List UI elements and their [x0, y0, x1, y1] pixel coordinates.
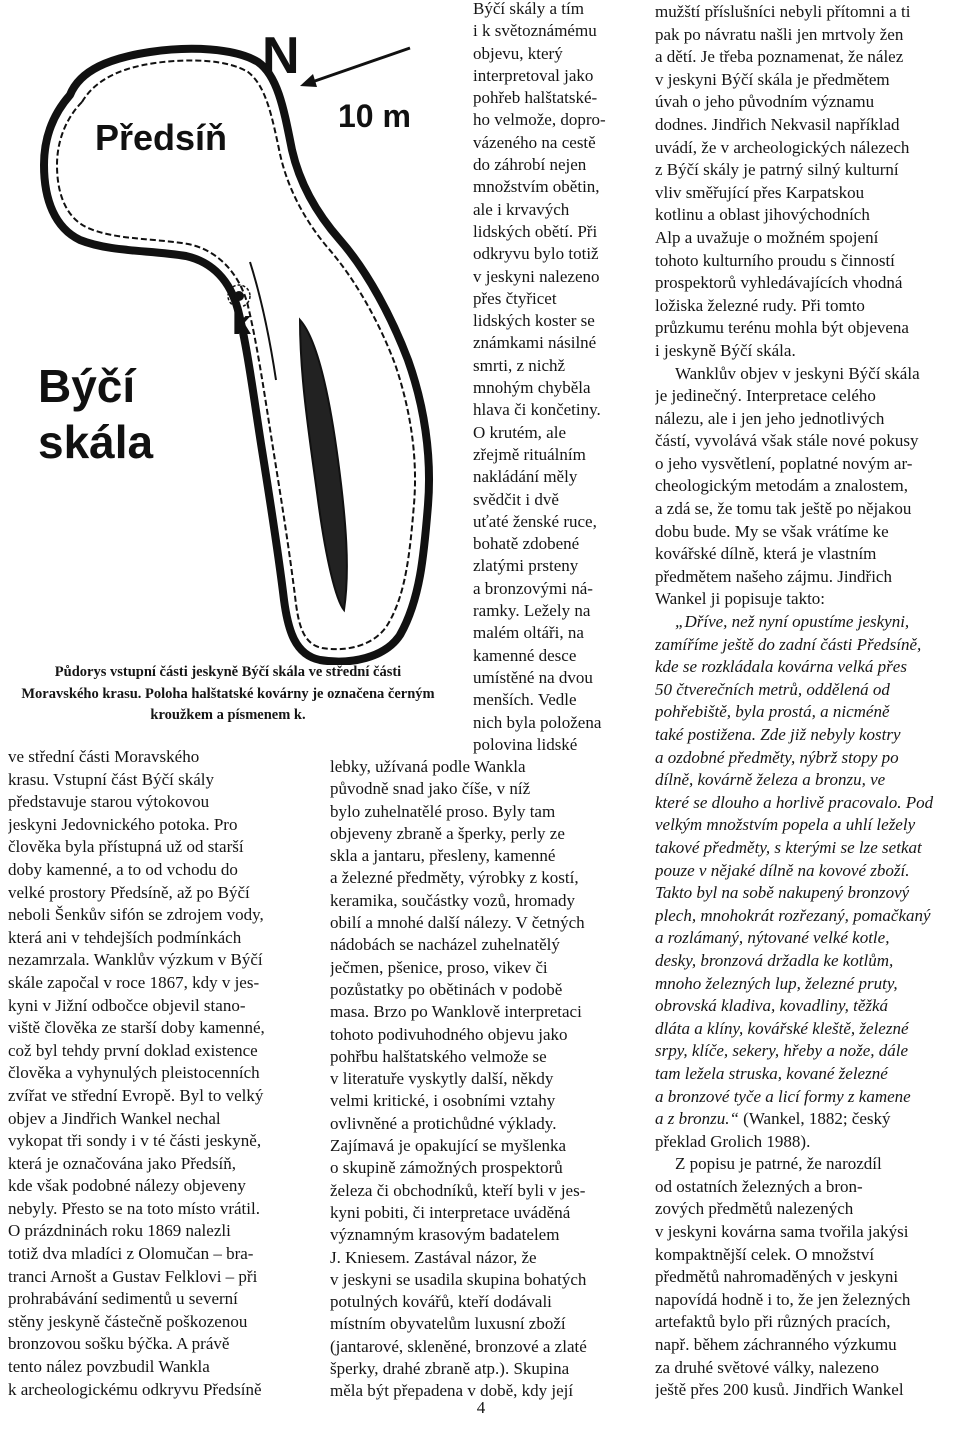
text-column-right: [655, 1, 957, 1402]
text-line: jeskyni Jedovnického potoka. Pro: [8, 814, 238, 834]
text-line: O prázdninách roku 1869 nalezli: [8, 1221, 231, 1241]
text-line: J. Kniesem. Zastával názor, že: [330, 1247, 537, 1267]
text-line: v literatuře vyskytly další, někdy: [330, 1069, 554, 1089]
text-line: nádobách se nacházel zuhelnatělý: [330, 935, 560, 955]
text-line: i k světoznámému: [473, 21, 597, 41]
text-line: hlava či končetiny.: [473, 400, 601, 420]
text-line: předmětem našeho zájmu. Jindřich: [655, 566, 892, 586]
text-line: ovlivněné a protichůdné výklady.: [330, 1113, 557, 1133]
text-line: předmětů nahromaděných v jeskyni: [655, 1267, 899, 1287]
text-line: viště člověka ze starší doby kamenné,: [8, 1018, 265, 1038]
text-column-middle-lower: [330, 756, 642, 1403]
text-line: zamíříme ještě do zadní části Předsíně,: [655, 634, 922, 654]
text-line: cheologickým metodám a znalostem,: [655, 476, 909, 496]
text-line: odkryvu bylo totiž: [473, 244, 599, 264]
text-line: a ozdobné předměty, nýbrž stopy po: [655, 747, 899, 767]
text-line: o jeho vysvětlení, poplatné novým ar-: [655, 453, 913, 473]
text-line: zových předmětů nalezených: [655, 1199, 854, 1219]
text-line: krasu. Vstupní část Býčí skály: [8, 769, 215, 789]
text-line: dláta a klíny, kovářské kleště, železné: [655, 1018, 909, 1038]
text-line: např. během záchranného výzkumu: [655, 1335, 897, 1355]
text-line: Býčí skály a tím: [473, 0, 584, 18]
text-line: obrovská kladiva, kovadliny, těžká: [655, 996, 889, 1016]
text-line: průzkumu terénu mohla být objevena: [655, 318, 909, 338]
text-line: srpy, klíče, sekery, hřeby a nože, dále: [655, 1041, 909, 1061]
text-line: dílně, kovárně železa a bronzu, ve: [655, 770, 886, 790]
text-line: měla být přepadena v době, kdy její: [330, 1381, 574, 1401]
text-line: kyni pobiti, či interpretace uváděná: [330, 1202, 571, 1222]
text-line: potulných kovářů, kteří dodávali: [330, 1292, 552, 1312]
text-line: a dětí. Je třeba poznamenat, že nález: [655, 47, 904, 67]
text-line: tranci Arnošt a Gustav Felklovi – při: [8, 1266, 258, 1286]
text-line: kovářské dílně, která je vlastním: [655, 544, 877, 564]
text-line: 50 čtverečních metrů, oddělená od: [655, 679, 890, 699]
text-line: kamenné desce: [473, 645, 577, 665]
text-line: které se dlouho a horlivě pracovalo. Pod: [655, 792, 934, 812]
text-line: desky, bronzová držadla ke kotlům,: [655, 950, 894, 970]
text-line: a rozlámaný, nýtované velké kotle,: [655, 928, 890, 948]
text-line: uťaté ženské ruce,: [473, 511, 597, 531]
text-line: tohoto podivuhodného objevu jako: [330, 1024, 568, 1044]
chamber-label: Předsíň: [95, 117, 228, 158]
caption-line: Moravského krasu. Poloha halštatské kovárny je označena černým: [21, 685, 435, 702]
text-line: pozůstatky po obětinách v podobě: [330, 979, 563, 999]
text-line: Wanklův objev v jeskyni Býčí skála: [675, 363, 920, 383]
text-line: pohřbu halštatského velmože se: [330, 1046, 547, 1066]
text-line: artefaktů bylo při různých pracích,: [655, 1312, 891, 1332]
text-line: kde se rozkládala kovárna velká přes: [655, 657, 907, 677]
text-line: v jeskyni kovárna sama tvořila jakýsi: [655, 1222, 909, 1242]
text-line: lidských koster se: [473, 311, 595, 331]
text-line: velkým množstvím popela a uhlí ležely: [655, 815, 916, 835]
text-line: neboli Šenkův sifón se zdrojem vody,: [8, 905, 264, 925]
text-line: Wankel ji popisuje takto:: [655, 589, 826, 609]
text-line: a železné předměty, výrobky z kostí,: [330, 868, 579, 888]
text-line: zřejmě rituálním: [473, 444, 586, 464]
text-line: ještě přes 200 kusů. Jindřich Wankel: [655, 1380, 904, 1400]
text-line: a bronzové tyče a licí formy z kamene: [655, 1086, 911, 1106]
text-line: malém oltáři, na: [473, 623, 584, 643]
text-line: skále započal v roce 1867, kdy v jes-: [8, 972, 260, 992]
cave-name-label: skála: [38, 416, 154, 468]
text-line: polovina lidské: [473, 734, 578, 754]
text-line: bohatě zdobené: [473, 534, 580, 554]
text-line: totiž dva mladíci z Olomučan – bra-: [8, 1244, 254, 1264]
text-line: (jantarové, skleněné, bronzové a zlaté: [330, 1336, 587, 1356]
text-line: menších. Vedle: [473, 690, 577, 710]
text-line: pak po návratu našli jen mrtvoly žen: [655, 24, 904, 44]
text-line: pohřebiště, byla prostá, a nicméně: [655, 702, 890, 722]
text-line: bronzovou sošku býčka. A právě: [8, 1334, 230, 1354]
text-line: mnoho železných lup, železné pruty,: [655, 973, 898, 993]
text-line: dobu bude. My se však vrátíme ke: [655, 521, 889, 541]
text-line: kompaktnější celek. O množství: [655, 1244, 875, 1264]
text-line: kde však podobné nálezy objeveny: [8, 1176, 246, 1196]
text-segment: a z bronzu.“: [655, 1109, 739, 1129]
text-line: uvádí, že v archeologických nálezech: [655, 137, 910, 157]
text-line: pouze v nějaké dílně na kovové zboží.: [655, 860, 910, 880]
text-line: prohrabávání sedimentů u severní: [8, 1289, 238, 1309]
page-number: 4: [476, 1398, 486, 1417]
text-line: O krutém, ale: [473, 422, 566, 442]
text-line: mužští příslušníci nebyli přítomni a ti: [655, 2, 911, 21]
text-line: objevu, který: [473, 43, 563, 63]
text-line: člověka a vyhynulých pleistocenních: [8, 1063, 260, 1083]
text-line: překlad Grolich 1988).: [655, 1131, 811, 1151]
text-line: která je označována jako Předsíň,: [8, 1153, 236, 1173]
text-line: ramky. Ležely na: [473, 601, 591, 621]
text-line: nich byla položena: [473, 712, 602, 732]
text-line: od ostatních železných a bron-: [655, 1176, 863, 1196]
caption-line: Půdorys vstupní části jeskyně Býčí skála ve střední části: [54, 664, 402, 680]
text-line: Alp a uvažuje o možném spojení: [655, 227, 879, 247]
text-line: v jeskyni se usadila skupina bohatých: [330, 1269, 587, 1289]
text-line: stěny jeskyně částečně poškozenou: [8, 1311, 248, 1331]
text-line: železa či obchodníků, kteří byli v jes-: [330, 1180, 586, 1200]
text-line: prospektorů vyhledávajících vhodná: [655, 273, 903, 293]
text-line: za druhé světové války, nalezeno: [655, 1357, 880, 1377]
text-line: obilí a mnohé další nálezy. V četných: [330, 913, 585, 933]
forge-marker-label: k: [232, 304, 251, 342]
caption-line: kroužkem a písmenem k.: [150, 707, 306, 723]
text-line: nakládání měly: [473, 467, 578, 487]
text-line: částí, vyvolává však stále nové pokusy: [655, 431, 919, 451]
text-line: úvah o jeho původním významu: [655, 92, 875, 112]
text-line: což byl tehdy první doklad existence: [8, 1040, 258, 1060]
text-line: zlatými prsteny: [473, 556, 579, 576]
text-line: nebyly. Přesto se na toto místo vrátil.: [8, 1198, 260, 1218]
cave-map: [0, 0, 460, 665]
text-line: do záhrobí nejen: [473, 155, 587, 175]
text-line: vliv směřující přes Karpatskou: [655, 182, 865, 202]
text-line: množstvím obětin,: [473, 177, 600, 197]
text-line: Zajímavá je opakující se myšlenka: [330, 1136, 567, 1156]
text-line: ve střední části Moravského: [8, 747, 200, 766]
text-line: představuje starou výtokovou: [8, 792, 210, 812]
text-line: [655, 1108, 957, 1131]
text-line: vykopat tři sondy i v té části jeskyně,: [8, 1131, 262, 1151]
text-line: smrti, z nichž: [473, 355, 566, 375]
text-line: tam ležela struska, kované železné: [655, 1063, 888, 1083]
text-line: Takto byl na sobě nakupený bronzový: [655, 883, 910, 903]
text-line: tohoto kulturního proudu s činností: [655, 250, 895, 270]
text-line: dodnes. Jindřich Nekvasil například: [655, 114, 900, 134]
text-line: šperky, drahé zbraně atp.). Skupina: [330, 1359, 570, 1379]
text-line: kotlinu a oblast jihovýchodních: [655, 205, 870, 225]
text-line: tento nález povzbudil Wankla: [8, 1357, 210, 1377]
forge-location-dot: [234, 291, 244, 301]
text-line: původně snad jako číše, v níž: [330, 779, 531, 799]
text-line: a zdá se, že tomu tak ještě po nějakou: [655, 499, 912, 519]
text-line: zvířat ve střední Evropě. Byl to velký: [8, 1085, 264, 1105]
text-line: v jeskyni nalezeno: [473, 266, 600, 286]
text-line: ho velmože, dopro-: [473, 110, 606, 130]
north-label: N: [262, 27, 300, 85]
text-line: lebky, užívaná podle Wankla: [330, 757, 526, 776]
text-line: vázeného na cestě: [473, 132, 596, 152]
text-line: doby kamenné, a to od vchodu do: [8, 859, 238, 879]
text-column-middle-upper: [473, 0, 641, 756]
text-line: svědčit i dvě: [473, 489, 559, 509]
cave-name-label: Býčí: [38, 360, 136, 412]
text-line: objeveny zbraně a šperky, perly ze: [330, 823, 565, 843]
text-line: „Dříve, než nyní opustíme jeskyni,: [675, 612, 910, 632]
text-line: plech, mnohokrát rozřezaný, pomačkaný: [655, 905, 931, 925]
text-line: známkami násilné: [473, 333, 597, 353]
text-line: ložiska železné rudy. Při tomto: [655, 295, 865, 315]
text-segment: (Wankel, 1882; český: [738, 1109, 891, 1129]
text-line: k archeologickému odkryvu Předsíně: [8, 1379, 262, 1399]
text-line: masa. Brzo po Wanklově interpretaci: [330, 1002, 582, 1022]
text-line: ale i krvavých: [473, 199, 570, 219]
north-arrow: [300, 48, 410, 87]
text-line: o skupině zámožných prospektorů: [330, 1158, 563, 1178]
text-line: umístěné na dvou: [473, 667, 593, 687]
text-line: která ani v tehdejších podmínkách: [8, 927, 242, 947]
text-line: v jeskyni Býčí skála je předmětem: [655, 69, 890, 89]
map-caption: [8, 662, 448, 727]
text-line: významným krasovým badatelem: [330, 1225, 560, 1245]
text-line: a bronzovými ná-: [473, 578, 593, 598]
text-line: Z popisu je patrné, že narozdíl: [675, 1154, 882, 1174]
text-line: napovídá hodně i to, že jen železných: [655, 1289, 911, 1309]
text-line: také postižena. Zde již nebyly kostry: [655, 725, 901, 744]
text-line: kyni v Jižní odbočce objevil stano-: [8, 995, 246, 1015]
text-line: nálezu, ale i jen jeho jednotlivých: [655, 408, 885, 428]
text-line: místním obyvatelům luxusní zboží: [330, 1314, 566, 1334]
text-line: z Býčí skály je patrný silný kulturní: [655, 160, 899, 180]
text-line: skla a jantaru, přesleny, kamenné: [330, 846, 556, 866]
text-line: je jedinečný. Interpretace celého: [655, 386, 876, 406]
text-line: ječmen, pšenice, proso, vikev či: [330, 957, 548, 977]
text-line: člověka byla přístupná už od starší: [8, 837, 244, 857]
text-line: pohřeb halštatské-: [473, 88, 598, 108]
text-line: nezamrzala. Wanklův výzkum v Býčí: [8, 950, 263, 970]
text-line: velmi kritické, i osobními vztahy: [330, 1091, 556, 1111]
text-line: keramika, součástky vozů, hromady: [330, 890, 576, 910]
text-line: přes čtyřicet: [473, 288, 557, 308]
text-line: takové předměty, s kterými se lze setkat: [655, 837, 922, 857]
text-line: bylo zuhelnatělé proso. Byly tam: [330, 801, 556, 821]
text-line: interpretoval jako: [473, 65, 594, 85]
text-column-left: [8, 746, 310, 1401]
scale-label: 10 m: [338, 98, 411, 134]
text-line: lidských obětí. Při: [473, 221, 598, 241]
text-line: mnohým chyběla: [473, 378, 591, 398]
text-line: objev a Jindřich Wankel nechal: [8, 1108, 221, 1128]
text-line: i jeskyně Býčí skála.: [655, 340, 796, 360]
text-line: velké prostory Předsíně, až po Býčí: [8, 882, 250, 902]
